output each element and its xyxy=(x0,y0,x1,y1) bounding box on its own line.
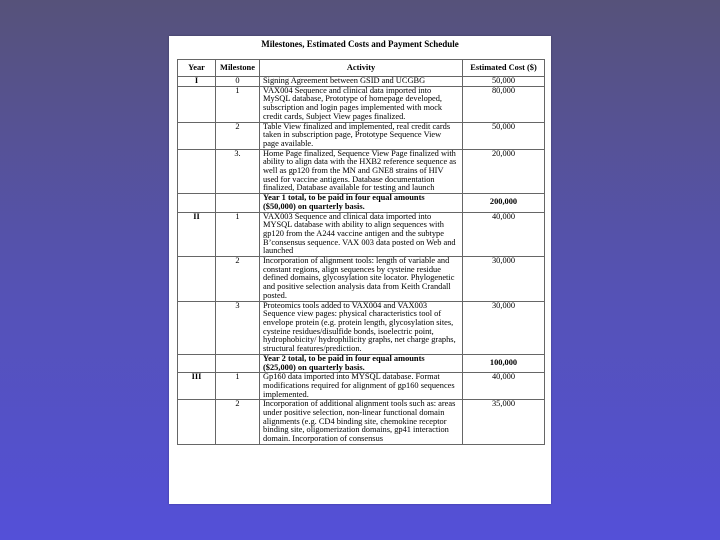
milestone-cell: 3. xyxy=(216,149,260,194)
activity-cell: Signing Agreement between GSID and UCGBG xyxy=(260,77,463,87)
cost-cell: 50,000 xyxy=(463,77,545,87)
year-total-row xyxy=(178,194,545,212)
milestone-cell: 2 xyxy=(216,257,260,302)
table-row xyxy=(178,212,545,257)
milestone-cell: 2 xyxy=(216,122,260,149)
activity-cell: Year 2 total, to be paid in four equal amounts ($25,000) on quarterly basis. xyxy=(260,354,463,372)
activity-cell: VAX003 Sequence and clinical data imported into MYSQL database with ability to align sequences with gp120 from the A244 vaccine antigen and the subtype B’consensus sequence. VAX 003 data posted on Web and launched xyxy=(260,212,463,257)
activity-cell: Home Page finalized, Sequence View Page finalized with ability to align data with the HXB2 reference sequence as well as gp120 from the MN and GNE8 strains of HIV used for vaccine antigens. Database documentation finalized, Database available for testing and launch xyxy=(260,149,463,194)
table-row xyxy=(178,400,545,445)
milestone-cell xyxy=(216,194,260,212)
activity-cell: Table View finalized and implemented, real credit cards taken in subscription page, Prototype Sequence View page available. xyxy=(260,122,463,149)
activity-cell: Incorporation of alignment tools: length of variable and constant regions, align sequences by cysteine residue defined domains, glycosylation site locator. Phylogenetic and positive selection analysis data from Keith Crandall posted. xyxy=(260,257,463,302)
table-row xyxy=(178,373,545,400)
table-header-row xyxy=(178,60,545,77)
header-year: Year xyxy=(178,60,216,77)
milestone-cell: 3 xyxy=(216,301,260,354)
table-row xyxy=(178,86,545,122)
cost-cell: 100,000 xyxy=(463,354,545,372)
cost-cell: 20,000 xyxy=(463,149,545,194)
year-cell xyxy=(178,149,216,194)
header-activity: Activity xyxy=(260,60,463,77)
milestone-cell: 0 xyxy=(216,77,260,87)
milestone-cell xyxy=(216,354,260,372)
table-row xyxy=(178,77,545,87)
year-cell xyxy=(178,400,216,445)
table-row xyxy=(178,301,545,354)
cost-cell: 30,000 xyxy=(463,257,545,302)
activity-cell: Year 1 total, to be paid in four equal amounts ($50,000) on quarterly basis. xyxy=(260,194,463,212)
cost-cell: 200,000 xyxy=(463,194,545,212)
table-row xyxy=(178,149,545,194)
table-row xyxy=(178,257,545,302)
milestone-cell: 2 xyxy=(216,400,260,445)
activity-cell: Proteomics tools added to VAX004 and VAX003 Sequence view pages: physical characteristics tool of envelope protein (e.g. protein length, glycosylation sites, cysteine residues/disulfide bonds, isoelectric point, hydrophobicity/ hydrophilicity graphs, net charge graphs, structural features/prediction. xyxy=(260,301,463,354)
milestone-cell: 1 xyxy=(216,212,260,257)
year-cell: II xyxy=(178,212,216,257)
year-cell xyxy=(178,301,216,354)
year-cell: I xyxy=(178,77,216,87)
header-estimated-cost: Estimated Cost ($) xyxy=(463,60,545,77)
document-page xyxy=(169,36,551,504)
cost-cell: 30,000 xyxy=(463,301,545,354)
header-milestone: Milestone xyxy=(216,60,260,77)
year-cell xyxy=(178,257,216,302)
milestone-cell: 1 xyxy=(216,86,260,122)
year-total-row xyxy=(178,354,545,372)
schedule-table xyxy=(177,59,545,445)
cost-cell: 40,000 xyxy=(463,373,545,400)
cost-cell: 50,000 xyxy=(463,122,545,149)
year-cell: III xyxy=(178,373,216,400)
year-cell xyxy=(178,122,216,149)
activity-cell: Gp160 data imported into MYSQL database. Format modifications required for alignment of gp160 sequences implemented. xyxy=(260,373,463,400)
activity-cell: Incorporation of additional alignment tools such as: areas under positive selection, non-linear functional domain alignments (e.g. CD4 binding site, chemokine receptor binding site, oligomerization domains, gp41 interaction domain. Incorporation of consensus xyxy=(260,400,463,445)
cost-cell: 40,000 xyxy=(463,212,545,257)
table-row xyxy=(178,122,545,149)
year-cell xyxy=(178,354,216,372)
cost-cell: 80,000 xyxy=(463,86,545,122)
year-cell xyxy=(178,86,216,122)
milestone-cell: 1 xyxy=(216,373,260,400)
document-title: Milestones, Estimated Costs and Payment Schedule xyxy=(261,39,459,49)
year-cell xyxy=(178,194,216,212)
cost-cell: 35,000 xyxy=(463,400,545,445)
activity-cell: VAX004 Sequence and clinical data imported into MySQL database, Prototype of homepage developed, subscription and login pages implemented with mock credit cards, Subject View pages finalized. xyxy=(260,86,463,122)
